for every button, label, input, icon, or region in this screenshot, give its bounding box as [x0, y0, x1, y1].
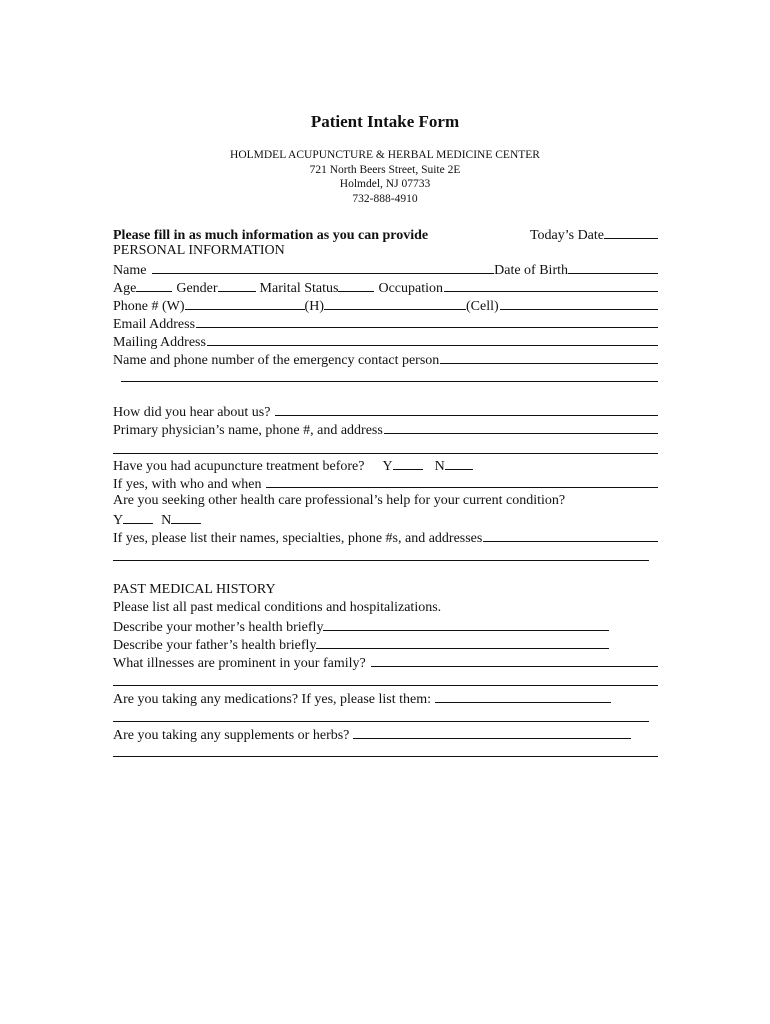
other-help-label: Are you seeking other health care professional’s help for your current condition? [113, 493, 566, 508]
medications-label: Are you taking any medications? If yes, please list them: [113, 692, 432, 707]
other-providers-extra-line[interactable] [113, 560, 649, 561]
supplements-row [113, 725, 658, 745]
personal-info-heading-text: PERSONAL INFORMATION [113, 243, 285, 258]
family-illness-field[interactable] [371, 653, 658, 667]
physician-row [113, 420, 658, 440]
marital-status-field[interactable] [338, 278, 374, 292]
mailing-address-field[interactable] [207, 332, 658, 346]
other-help-yes-label: Y [113, 513, 124, 528]
occupation-label: Occupation [378, 281, 443, 296]
form-title: Patient Intake Form [310, 112, 460, 131]
family-illness-extra-line[interactable] [113, 685, 658, 686]
father-health-row [113, 635, 658, 655]
emergency-contact-field[interactable] [440, 350, 658, 364]
phone-work-field[interactable] [185, 296, 305, 310]
mailing-address-label: Mailing Address [113, 335, 206, 350]
acupuncture-who-field[interactable] [266, 474, 658, 488]
supplements-field[interactable] [353, 725, 631, 739]
gender-field[interactable] [218, 278, 256, 292]
acupuncture-before-label: Have you had acupuncture treatment before? [113, 459, 365, 474]
other-providers-label: If yes, please list their names, specialties, phone #s, and addresses [113, 531, 483, 546]
acupuncture-who-row [113, 474, 658, 494]
physician-field[interactable] [384, 420, 658, 434]
acupuncture-who-label: If yes, with who and when [113, 477, 262, 492]
other-help-row [113, 492, 658, 510]
center-phone: 732-888-4910 [352, 193, 418, 205]
other-help-yn-row [113, 510, 658, 530]
todays-date-label: Today’s Date [529, 228, 604, 243]
other-help-no-label: N [161, 513, 172, 528]
medications-row [113, 689, 658, 709]
other-providers-field[interactable] [483, 528, 658, 542]
other-help-yes-field[interactable] [123, 510, 153, 524]
center-city: Holmdel, NJ 07733 [339, 178, 431, 190]
phone-home-label: (H) [304, 299, 324, 314]
phone-work-label: Phone # (W) [113, 299, 185, 314]
family-illness-label: What illnesses are prominent in your family? [113, 656, 366, 671]
age-field[interactable] [136, 278, 172, 292]
dob-field[interactable] [568, 260, 658, 274]
family-illness-row [113, 653, 658, 673]
acupuncture-yes-field[interactable] [393, 456, 423, 470]
medications-field[interactable] [435, 689, 611, 703]
name-row [113, 260, 658, 280]
emergency-contact-extra-line[interactable] [121, 381, 658, 382]
personal-info-heading [113, 242, 658, 260]
medical-list-label: Please list all past medical conditions and hospitalizations. [113, 600, 442, 615]
physician-label: Primary physician’s name, phone #, and address [113, 423, 383, 438]
referral-row [113, 402, 658, 422]
email-row [113, 314, 658, 334]
gender-label: Gender [176, 281, 218, 296]
occupation-field[interactable] [444, 278, 658, 292]
medical-list-row [113, 599, 658, 617]
supplements-label: Are you taking any supplements or herbs? [113, 728, 350, 743]
todays-date-field[interactable] [604, 225, 658, 239]
medications-extra-line[interactable] [113, 721, 649, 722]
dob-label: Date of Birth [494, 263, 568, 278]
center-name: HOLMDEL ACUPUNCTURE & HERBAL MEDICINE CENTER [230, 149, 540, 161]
hear-about-label: How did you hear about us? [113, 405, 271, 420]
other-providers-row [113, 528, 658, 548]
age-label: Age [113, 281, 137, 296]
father-health-field[interactable] [316, 635, 609, 649]
medical-history-heading-text: PAST MEDICAL HISTORY [113, 582, 276, 597]
emergency-contact-label: Name and phone number of the emergency contact person [113, 353, 440, 368]
medical-history-heading [113, 581, 658, 599]
demographics-row [113, 278, 658, 298]
acupuncture-yes-label: Y [382, 459, 393, 474]
marital-status-label: Marital Status [259, 281, 339, 296]
mother-health-row [113, 617, 658, 637]
phone-row [113, 296, 658, 316]
hear-about-field[interactable] [275, 402, 658, 416]
supplements-extra-line[interactable] [113, 756, 658, 757]
physician-extra-line[interactable] [113, 453, 658, 454]
emergency-row [113, 350, 658, 370]
instructions-text: Please fill in as much information as you can provide [113, 228, 429, 243]
mother-health-field[interactable] [323, 617, 609, 631]
phone-cell-label: (Cell) [465, 299, 499, 314]
center-street: 721 North Beers Street, Suite 2E [309, 164, 461, 176]
phone-home-field[interactable] [324, 296, 466, 310]
father-health-label: Describe your father’s health briefly [113, 638, 317, 653]
mailing-row [113, 332, 658, 352]
email-field[interactable] [196, 314, 658, 328]
email-label: Email Address [113, 317, 196, 332]
mother-health-label: Describe your mother’s health briefly [113, 620, 324, 635]
acupuncture-no-field[interactable] [445, 456, 473, 470]
acupuncture-no-label: N [434, 459, 445, 474]
name-label: Name [113, 263, 147, 278]
other-help-no-field[interactable] [171, 510, 201, 524]
name-field[interactable] [152, 260, 494, 274]
acupuncture-before-row [113, 456, 658, 476]
phone-cell-field[interactable] [500, 296, 658, 310]
